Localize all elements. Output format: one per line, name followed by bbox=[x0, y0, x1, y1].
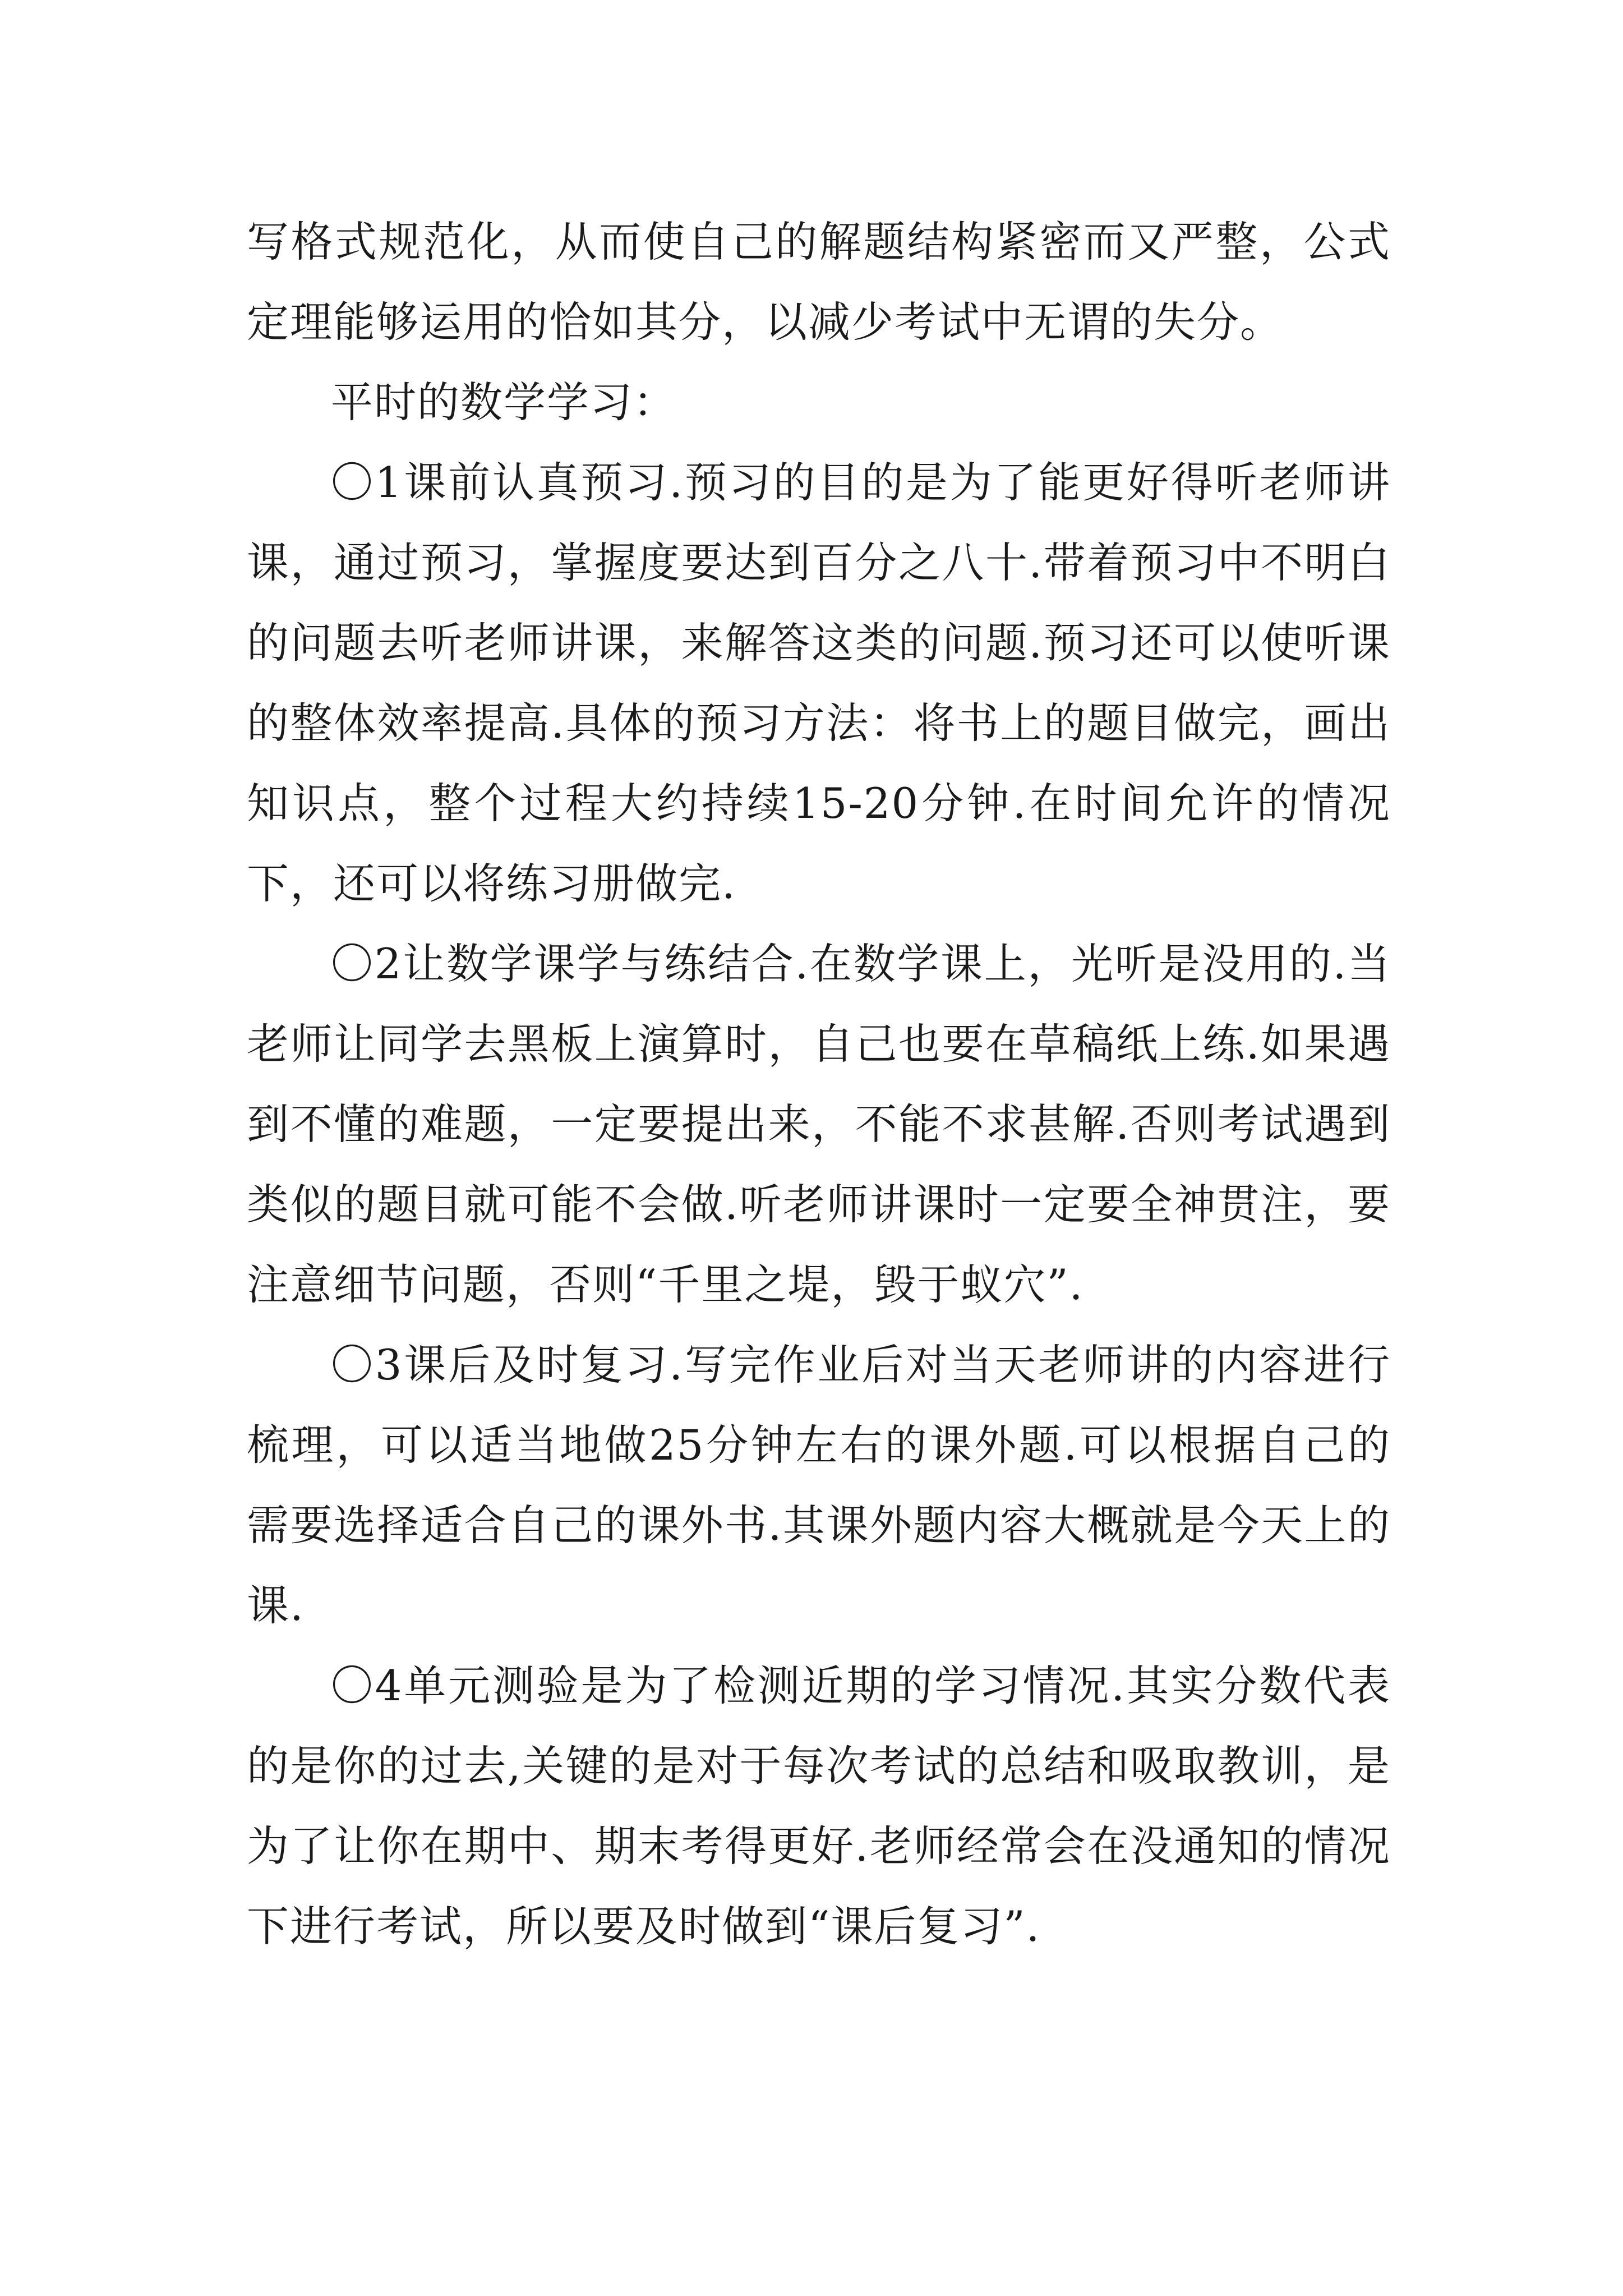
paragraph-item-2: 〇2让数学课学与练结合.在数学课上，光听是没用的.当老师让同学去黑板上演算时，自己也要在草稿纸上练.如果遇到不懂的难题，一定要提出来，不能不求甚解.否则考试遇到类似的题目就可能不会做.听老师讲课时一定要全神贯注，要注意细节问题，否则“千里之堤，毁于蚁穴”. bbox=[247, 939, 1391, 1309]
document-page bbox=[247, 202, 1391, 1967]
paragraph-continuation: 写格式规范化，从而使自己的解题结构紧密而又严整，公式定理能够运用的恰如其分，以减少考试中无谓的失分。 bbox=[247, 217, 1391, 347]
paragraph-heading-study: 平时的数学学习： bbox=[331, 378, 677, 427]
paragraph-item-3: 〇3课后及时复习.写完作业后对当天老师讲的内容进行梳理，可以适当地做25分钟左右的课外题.可以根据自己的需要选择适合自己的课外书.其课外题内容大概就是今天上的课. bbox=[247, 1340, 1391, 1630]
paragraph-item-1: 〇1课前认真预习.预习的目的是为了能更好得听老师讲课，通过预习，掌握度要达到百分之八十.带着预习中不明白的问题去听老师讲课，来解答这类的问题.预习还可以使听课的整体效率提高.具体的预习方法：将书上的题目做完，画出知识点，整个过程大约持续15-20分钟.在时间允许的情况下，还可以将练习册做完. bbox=[247, 458, 1391, 908]
paragraph-item-4: 〇4单元测验是为了检测近期的学习情况.其实分数代表的是你的过去,关键的是对于每次考试的总结和吸取教训，是为了让你在期中、期末考得更好.老师经常会在没通知的情况下进行考试，所以要及时做到“课后复习”. bbox=[247, 1661, 1391, 1951]
